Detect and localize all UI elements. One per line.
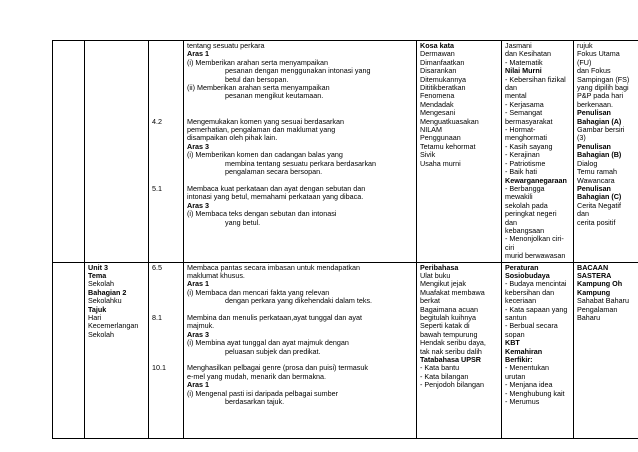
standard-text-line: pesanan mengikut keutamaan. (225, 92, 324, 101)
standard-text-line (187, 177, 413, 185)
standard-text-line: disampaikan oleh pihak lain. (187, 134, 278, 143)
standard-code (152, 356, 180, 364)
standard-text-line: majmuk. (187, 322, 215, 331)
values-line: - Menghubung kait (505, 389, 565, 398)
values-line: mewakili (505, 193, 533, 202)
focus-line: Bahagian (B) (577, 151, 622, 160)
vocabulary-line: Mendadak (420, 100, 454, 109)
standard-text-line: betul dan bersopan. (225, 75, 289, 84)
blank-cell (53, 41, 85, 263)
standard-code (152, 134, 180, 142)
unit-cell (85, 41, 149, 263)
values-line: dan (505, 218, 517, 227)
standard-code (152, 126, 180, 134)
standard-code (152, 331, 180, 339)
vocabulary-line: berkat (420, 297, 440, 306)
vocabulary-line: Hendak seribu daya, (420, 339, 486, 348)
values-line: - Matematik (505, 58, 543, 67)
vocabulary-line: Peribahasa (420, 263, 459, 272)
standard-code (152, 101, 180, 109)
standard-code: 10.1 (152, 364, 166, 373)
focus-line: Temu ramah (577, 168, 617, 177)
vocabulary-line: Ulat buku (420, 271, 451, 280)
focus-line: P&P pada hari (577, 92, 624, 101)
standard-text-line: pengalaman secara bersopan. (225, 168, 323, 177)
vocabulary-cell (417, 41, 502, 263)
values-line: - Budaya mencintai (505, 280, 567, 289)
values-line: sekolah pada (505, 201, 548, 210)
values-line: Kewarganegaraan (505, 176, 567, 185)
values-line: - Baik hati (505, 168, 537, 177)
vocabulary-line: Dimanfaatkan (420, 58, 465, 67)
values-line: menghormati (505, 134, 547, 143)
values-line: keceriaan (505, 297, 537, 306)
standard-text-line: intonasi yang betul, memahami perkataan yang dibaca. (187, 193, 364, 202)
values-line: - Kebersihan fizikal (505, 75, 566, 84)
standard-text-line: (i) Membaca dan mencari fakta yang relevan (187, 288, 330, 297)
vocabulary-line: Penggunaan (420, 134, 461, 143)
values-line: - Menjana idea (505, 381, 553, 390)
standard-text-line: yang betul. (225, 218, 261, 227)
standard-code (152, 289, 180, 297)
values-line: - Berbual secara (505, 322, 558, 331)
focus-line: SASTERA (577, 271, 612, 280)
learning-standard-cell (184, 262, 417, 438)
vocabulary-line: bawah tempurung (420, 330, 478, 339)
standard-code (152, 322, 180, 330)
vocabulary-line: Dermawan (420, 50, 455, 59)
standard-text-line: Aras 3 (187, 201, 209, 210)
standard-code: 8.1 (152, 314, 162, 322)
focus-line: Baharu (577, 314, 601, 322)
unit-line: Sekolahku (88, 297, 122, 306)
standard-code-cell (149, 262, 184, 438)
values-line: sopan (505, 330, 525, 339)
values-line: - Patriotisme (505, 159, 546, 168)
standard-code (152, 151, 180, 159)
standard-code (152, 84, 180, 92)
standard-code (152, 168, 180, 176)
vocabulary-line: Tatabahasa UPSR (420, 356, 481, 365)
unit-line: Kecemerlangan (88, 322, 139, 331)
unit-line: Tajuk (88, 305, 107, 314)
standard-text-line: (i) Membaca teks dengan sebutan dan intonasi (187, 210, 337, 219)
standard-text-line: Aras 1 (187, 280, 209, 289)
standard-code (152, 177, 180, 185)
unit-line: Sekolah (88, 330, 114, 339)
standard-text-line: (i) Membina ayat tunggal dan ayat majmuk dengan (187, 339, 349, 348)
vocabulary-line: Fenomena (420, 92, 455, 101)
standard-code (152, 50, 180, 58)
values-line: Peraturan (505, 263, 539, 272)
standard-text-line: Membina dan menulis perkataan,ayat tunggal dan ayat (187, 314, 363, 322)
values-line: - Hormat- (505, 126, 536, 135)
vocabulary-line: - Kata bilangan (420, 372, 469, 381)
vocabulary-line: Bagaimana acuan (420, 305, 478, 314)
standard-text-line (187, 109, 413, 117)
values-line: kebangsaan (505, 226, 545, 235)
standard-text-line: Aras 1 (187, 50, 209, 59)
values-line: - Berbangga (505, 184, 545, 193)
standard-text-line: pesanan dengan menggunakan intonasi yang (225, 67, 371, 76)
focus-line: Pengalaman (577, 305, 618, 314)
vocabulary-line: begitulah kuihnya (420, 314, 476, 322)
standard-text-line: dengan perkara yang dikehendaki dalam teks. (225, 297, 373, 306)
focus-line: Cerita Negatif (577, 201, 621, 210)
standard-code (152, 42, 180, 50)
focus-line: Penulisan (577, 142, 611, 151)
values-line: - Semangat (505, 109, 543, 118)
focus-line: Gambar bersiri (577, 126, 625, 135)
focus-line: (FU) (577, 58, 592, 67)
values-cell (502, 41, 574, 263)
focus-line: Sampingan (FS) (577, 75, 630, 84)
values-line: - Kerjasama (505, 100, 544, 109)
vocabulary-line: Menguatkuasakan (420, 117, 479, 126)
unit-line: Sekolah (88, 280, 114, 289)
standard-text-line: Aras 1 (187, 381, 209, 390)
standard-text-line: tentang sesuatu perkara (187, 42, 265, 50)
vocabulary-line: Seperti katak di (420, 322, 470, 331)
standard-code: 4.2 (152, 117, 162, 126)
values-line: peringkat negeri (505, 210, 557, 219)
standard-code (152, 92, 180, 100)
standard-code: 5.1 (152, 184, 162, 193)
unit-cell (85, 262, 149, 438)
values-line: mental (505, 92, 527, 101)
vocabulary-line: Muafakat membawa (420, 288, 485, 297)
standard-text-line: (i) Memberikan komen dan cadangan balas yang (187, 151, 343, 160)
unit-line: Hari (88, 314, 102, 322)
standard-code (152, 143, 180, 151)
values-line: - Kasih sayang (505, 142, 553, 151)
values-cell (502, 262, 574, 438)
standard-code (152, 109, 180, 117)
focus-line: dan Fokus (577, 67, 611, 76)
standard-text-line: Membaca kuat perkataan dan ayat dengan sebutan dan (187, 184, 366, 193)
standard-code (152, 348, 180, 356)
unit-line: Unit 3 (88, 263, 108, 272)
standard-code (152, 272, 180, 280)
focus-line: Wawancara (577, 176, 615, 185)
vocabulary-line: tak nak seribu dalih (420, 347, 482, 356)
focus-line: dan (577, 210, 589, 219)
standard-text-line: (i) Memberikan arahan serta menyampaikan (187, 58, 329, 67)
table-row (53, 41, 638, 263)
values-line: murid berwawasan (505, 252, 566, 261)
unit-line: Bahagian 2 (88, 288, 127, 297)
focus-line: Bahagian (A) (577, 117, 622, 126)
standard-text-line: maklumat khusus. (187, 271, 245, 280)
focus-line: rujuk (577, 42, 593, 50)
standard-text-line: (ii) Memberikan arahan serta menyampaikan (187, 84, 330, 93)
values-line: ciri (505, 243, 515, 252)
values-line: bermasyarakat (505, 117, 553, 126)
standard-code-cell (149, 41, 184, 263)
focus-line: Kampung Oh (577, 280, 623, 289)
values-line: Berfikir: (505, 356, 533, 365)
unit-line: Tema (88, 271, 107, 280)
standard-code (152, 59, 180, 67)
focus-line: Bahagian (C) (577, 193, 622, 202)
values-line: santun (505, 314, 527, 322)
vocabulary-line: Sivik (420, 151, 436, 160)
standard-text-line: Membaca pantas secara imbasan untuk mendapatkan (187, 263, 361, 272)
vocabulary-line: Mengikut jejak (420, 280, 466, 289)
focus-line: BACAAN (577, 263, 609, 272)
focus-cell (574, 41, 638, 263)
vocabulary-line: Disarankan (420, 67, 457, 76)
vocabulary-line: Ditemukannya (420, 75, 466, 84)
standard-code (152, 297, 180, 305)
standard-text-line (187, 306, 413, 314)
vocabulary-line: Dititikberatkan (420, 84, 466, 93)
standard-text-line: (i) Mengenal pasti isi daripada pelbagai sumber (187, 389, 339, 398)
focus-line: cerita positif (577, 218, 616, 227)
standard-code (152, 306, 180, 314)
standard-text-line: Menghasilkan pelbagai genre (prosa dan puisi) termasuk (187, 364, 368, 373)
blank-cell (53, 262, 85, 438)
vocabulary-line: Mengesani (420, 109, 456, 118)
standard-text-line (187, 356, 413, 364)
values-line: - Kata sapaan yang (505, 305, 568, 314)
vocabulary-cell (417, 262, 502, 438)
focus-line: Fokus Utama (577, 50, 620, 59)
lesson-plan-table (52, 40, 638, 439)
values-line: dan (505, 84, 517, 93)
standard-text-line: membina tentang sesuatu perkara berdasarkan (225, 159, 377, 168)
vocabulary-line: Kosa kata (420, 42, 454, 50)
vocabulary-line: Usaha murni (420, 159, 461, 168)
standard-text-line (187, 101, 413, 109)
values-line: - Menonjolkan ciri- (505, 235, 564, 244)
focus-line: Sahabat Baharu (577, 297, 629, 306)
standard-code (152, 280, 180, 288)
values-line: urutan (505, 372, 526, 381)
standard-code (152, 339, 180, 347)
values-line: - Kerajinan (505, 151, 540, 160)
vocabulary-line: - Kata bantu (420, 364, 460, 373)
values-line: - Menentukan (505, 364, 549, 373)
standard-code (152, 160, 180, 168)
vocabulary-line: - Penjodoh bilangan (420, 381, 484, 390)
values-line: KBT (505, 339, 520, 348)
focus-line: (3) (577, 134, 586, 143)
standard-text-line: Aras 3 (187, 330, 209, 339)
standard-text-line: berdasarkan tajuk. (225, 398, 285, 407)
values-line: - Merumus (505, 398, 540, 407)
values-line: dan Kesihatan (505, 50, 551, 59)
values-line: Kemahiran (505, 347, 543, 356)
focus-line: Dialog (577, 159, 598, 168)
standard-code (152, 76, 180, 84)
learning-standard-cell (184, 41, 417, 263)
focus-line: Penulisan (577, 184, 611, 193)
standard-code (152, 67, 180, 75)
focus-line: Penulisan (577, 109, 611, 118)
standard-text-line: pemerhatian, pengalaman dan maklumat yang (187, 126, 336, 135)
values-line: Jasmani (505, 42, 532, 50)
focus-line: Kampung (577, 288, 611, 297)
vocabulary-line: Tetamu kehormat (420, 142, 476, 151)
vocabulary-line: NILAM (420, 126, 442, 135)
focus-cell (574, 262, 638, 438)
focus-line: yang dipilih bagi (577, 84, 629, 93)
table-row (53, 262, 638, 438)
standard-text-line: e-mel yang mudah, menarik dan bermakna. (187, 372, 327, 381)
focus-line: berkenaan. (577, 100, 613, 109)
values-line: Nilai Murni (505, 67, 542, 76)
standard-text-line: Aras 3 (187, 142, 209, 151)
values-line: Sosiobudaya (505, 271, 550, 280)
standard-text-line: peluasan subjek dan predikat. (225, 347, 321, 356)
standard-text-line: Mengemukakan komen yang sesuai berdasarkan (187, 117, 345, 126)
values-line: kebersihan dan (505, 288, 555, 297)
standard-code: 6.5 (152, 263, 162, 272)
